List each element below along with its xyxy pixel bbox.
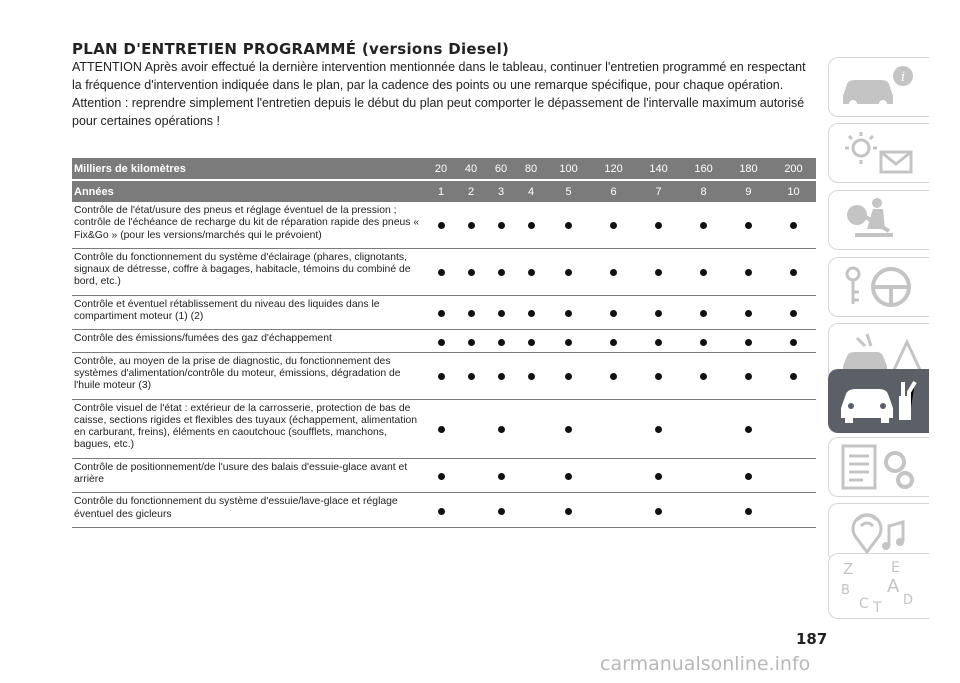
interval-dot: [610, 373, 617, 380]
interval-dot: [655, 426, 662, 433]
interval-cell: [636, 248, 681, 295]
km-value: 80: [516, 158, 546, 180]
year-value: 3: [486, 180, 516, 202]
interval-cell: [591, 202, 636, 248]
interval-cell: [591, 399, 636, 458]
interval-dot: [468, 339, 475, 346]
interval-cell: [456, 352, 486, 399]
interval-cell: [426, 295, 456, 330]
interval-dot: [438, 310, 445, 317]
index-letter: D: [903, 593, 914, 608]
interval-cell: [426, 330, 456, 352]
interval-dot: [745, 269, 752, 276]
interval-dot: [468, 373, 475, 380]
interval-dot: [790, 222, 797, 229]
interval-cell: [636, 330, 681, 352]
steering-wheel-key-icon: [837, 262, 922, 312]
year-value: 7: [636, 180, 681, 202]
index-letter: B: [841, 583, 850, 598]
operation-description: Contrôle de l'état/usure des pneus et réglage éventuel de la pression ; contrôle de l'échéance de recharge du kit de réparation rapide des pneus « Fix&Go » (pour les versions/marchés qui le prévoient): [74, 205, 420, 241]
interval-cell: [516, 352, 546, 399]
interval-dot: [790, 339, 797, 346]
interval-dot: [468, 269, 475, 276]
km-value: 160: [681, 158, 726, 180]
interval-dot: [438, 222, 445, 229]
interval-cell: [516, 493, 546, 528]
interval-dot: [528, 310, 535, 317]
km-value: 200: [771, 158, 816, 180]
warning-lights-icon: [837, 128, 922, 178]
year-value: 5: [546, 180, 591, 202]
page-number: 187: [796, 630, 828, 648]
interval-cell: [726, 248, 771, 295]
interval-cell: [726, 352, 771, 399]
interval-cell: [636, 352, 681, 399]
interval-cell: [486, 458, 516, 493]
interval-cell: [726, 458, 771, 493]
km-value: 20: [426, 158, 456, 180]
interval-cell: [426, 248, 456, 295]
interval-cell: [771, 202, 816, 248]
operation-description: Contrôle de positionnement/de l'usure des balais d'essuie-glace avant et arrière: [74, 461, 408, 486]
tab-airbag-safety[interactable]: [828, 190, 929, 250]
table-row: [72, 248, 816, 295]
interval-cell: [546, 352, 591, 399]
interval-dot: [468, 310, 475, 317]
interval-dot: [745, 222, 752, 229]
page-title: PLAN D'ENTRETIEN PROGRAMMÉ (versions Diesel): [72, 40, 510, 58]
interval-dot: [655, 310, 662, 317]
interval-cell: [771, 352, 816, 399]
table-row: [72, 202, 816, 248]
interval-cell: [486, 352, 516, 399]
tab-warning-lights[interactable]: [828, 123, 929, 183]
years-header-label: Années: [72, 180, 426, 202]
interval-cell: [516, 458, 546, 493]
technical-data-icon: [837, 442, 922, 492]
interval-dot: [610, 222, 617, 229]
interval-cell: [426, 493, 456, 528]
interval-cell: [726, 330, 771, 352]
interval-dot: [438, 269, 445, 276]
year-value: 9: [726, 180, 771, 202]
interval-cell: [546, 493, 591, 528]
interval-cell: [426, 399, 456, 458]
interval-dot: [438, 426, 445, 433]
watermark-text: carmanualsonline.info: [600, 653, 811, 675]
multimedia-icon: [837, 508, 922, 558]
interval-cell: [546, 458, 591, 493]
interval-dot: [565, 508, 572, 515]
interval-dot: [655, 222, 662, 229]
interval-cell: [456, 330, 486, 352]
interval-cell: [591, 458, 636, 493]
years-header-row: [72, 180, 816, 202]
interval-cell: [486, 295, 516, 330]
interval-cell: [771, 330, 816, 352]
interval-dot: [610, 339, 617, 346]
interval-dot: [700, 269, 707, 276]
interval-dot: [790, 373, 797, 380]
interval-cell: [591, 330, 636, 352]
interval-cell: [516, 399, 546, 458]
interval-dot: [565, 310, 572, 317]
interval-dot: [745, 373, 752, 380]
interval-cell: [771, 295, 816, 330]
interval-cell: [486, 493, 516, 528]
interval-cell: [546, 202, 591, 248]
km-value: 40: [456, 158, 486, 180]
interval-cell: [516, 330, 546, 352]
interval-cell: [636, 399, 681, 458]
interval-dot: [438, 508, 445, 515]
maintenance-table: [72, 158, 816, 528]
km-value: 120: [591, 158, 636, 180]
interval-dot: [745, 473, 752, 480]
interval-dot: [700, 373, 707, 380]
interval-dot: [498, 269, 505, 276]
interval-dot: [528, 373, 535, 380]
interval-dot: [528, 269, 535, 276]
interval-dot: [745, 426, 752, 433]
interval-dot: [498, 473, 505, 480]
table-row: [72, 493, 816, 528]
tab-index[interactable]: [828, 553, 929, 619]
interval-cell: [591, 493, 636, 528]
interval-cell: [516, 248, 546, 295]
operation-description: Contrôle des émissions/fumées des gaz d'échappement: [74, 333, 332, 345]
index-icon: [837, 558, 922, 614]
interval-cell: [426, 202, 456, 248]
interval-dot: [498, 222, 505, 229]
interval-cell: [681, 493, 726, 528]
interval-cell: [681, 248, 726, 295]
interval-dot: [565, 373, 572, 380]
interval-cell: [486, 399, 516, 458]
interval-dot: [528, 339, 535, 346]
airbag-safety-icon: [837, 195, 922, 245]
interval-dot: [655, 508, 662, 515]
interval-cell: [771, 248, 816, 295]
interval-cell: [681, 352, 726, 399]
index-letter: E: [891, 560, 900, 576]
interval-dot: [528, 222, 535, 229]
interval-cell: [771, 493, 816, 528]
km-header-label: Milliers de kilomètres: [72, 158, 426, 180]
car-maintenance-icon: [837, 374, 922, 428]
interval-cell: [546, 399, 591, 458]
interval-dot: [610, 310, 617, 317]
interval-dot: [438, 339, 445, 346]
year-value: 8: [681, 180, 726, 202]
car-info-icon: [837, 62, 922, 112]
interval-cell: [591, 248, 636, 295]
interval-dot: [745, 508, 752, 515]
interval-dot: [790, 310, 797, 317]
interval-cell: [456, 493, 486, 528]
interval-cell: [726, 295, 771, 330]
interval-dot: [438, 473, 445, 480]
km-header-row: [72, 158, 816, 180]
index-letter: T: [873, 600, 882, 614]
interval-dot: [565, 426, 572, 433]
interval-cell: [726, 202, 771, 248]
interval-cell: [486, 330, 516, 352]
year-value: 1: [426, 180, 456, 202]
interval-dot: [655, 269, 662, 276]
intro-paragraph: ATTENTION Après avoir effectué la dernière intervention mentionnée dans le tableau, continuer l'entretien programmé en respectant la fréquence d'intervention indiquée dans le plan, par la cadence des points ou une remarque spécifique, pour chaque opération. Attention : reprendre simplement l'entretien depuis le début du plan peut comporter le dépassement de l'intervalle maximum autorisé pour certaines opérations !: [72, 60, 806, 128]
interval-dot: [700, 310, 707, 317]
operation-description: Contrôle, au moyen de la prise de diagnostic, du fonctionnement des systèmes d'alimentation/contrôle du moteur, émissions, dégradation de l'huile moteur (3): [74, 355, 401, 392]
table-row: [72, 330, 816, 352]
interval-dot: [745, 310, 752, 317]
interval-dot: [655, 373, 662, 380]
table-row: [72, 295, 816, 330]
interval-cell: [636, 202, 681, 248]
interval-cell: [636, 295, 681, 330]
interval-cell: [456, 248, 486, 295]
interval-cell: [546, 330, 591, 352]
interval-dot: [565, 473, 572, 480]
table-row: [72, 458, 816, 493]
interval-dot: [498, 339, 505, 346]
interval-dot: [790, 269, 797, 276]
interval-dot: [468, 222, 475, 229]
interval-dot: [655, 473, 662, 480]
interval-cell: [546, 295, 591, 330]
index-letter: C: [859, 596, 869, 612]
index-letter: Z: [843, 560, 854, 578]
interval-dot: [498, 373, 505, 380]
km-value: 140: [636, 158, 681, 180]
interval-dot: [700, 222, 707, 229]
interval-dot: [700, 339, 707, 346]
interval-cell: [726, 399, 771, 458]
interval-dot: [745, 339, 752, 346]
tab-maintenance[interactable]: [828, 369, 929, 433]
interval-dot: [498, 426, 505, 433]
interval-cell: [516, 202, 546, 248]
year-value: 2: [456, 180, 486, 202]
interval-cell: [426, 352, 456, 399]
interval-dot: [565, 222, 572, 229]
interval-cell: [681, 330, 726, 352]
interval-cell: [636, 458, 681, 493]
year-value: 6: [591, 180, 636, 202]
table-row: [72, 399, 816, 458]
year-value: 10: [771, 180, 816, 202]
interval-dot: [565, 269, 572, 276]
interval-dot: [565, 339, 572, 346]
interval-cell: [591, 352, 636, 399]
interval-cell: [546, 248, 591, 295]
interval-cell: [681, 458, 726, 493]
interval-cell: [771, 399, 816, 458]
operation-description: Contrôle visuel de l'état : extérieur de la carrosserie, protection de bas de caisse, sections rigides et flexibles des tuyaux (échappement, alimentation en carburant, freins), éléments en caoutchouc (soufflets, manchons, bagues, etc.): [74, 402, 418, 451]
tab-car-info[interactable]: [828, 57, 929, 117]
interval-cell: [516, 295, 546, 330]
interval-cell: [456, 458, 486, 493]
km-value: 180: [726, 158, 771, 180]
operation-description: Contrôle du fonctionnement du système d'éclairage (phares, clignotants, signaux de détresse, coffre à bagages, habitacle, témoins du combiné de bord, etc.): [74, 251, 411, 288]
interval-cell: [456, 399, 486, 458]
interval-dot: [655, 339, 662, 346]
interval-cell: [681, 202, 726, 248]
interval-cell: [456, 202, 486, 248]
interval-cell: [591, 295, 636, 330]
interval-dot: [610, 269, 617, 276]
interval-cell: [681, 295, 726, 330]
year-value: 4: [516, 180, 546, 202]
interval-dot: [498, 508, 505, 515]
interval-cell: [636, 493, 681, 528]
svg-text:i: i: [901, 70, 906, 85]
interval-cell: [486, 248, 516, 295]
interval-cell: [456, 295, 486, 330]
table-row: [72, 352, 816, 399]
interval-cell: [486, 202, 516, 248]
km-value: 100: [546, 158, 591, 180]
interval-cell: [726, 493, 771, 528]
interval-dot: [438, 373, 445, 380]
km-value: 60: [486, 158, 516, 180]
index-letter: A: [887, 576, 900, 597]
interval-cell: [681, 399, 726, 458]
interval-dot: [498, 310, 505, 317]
operation-description: Contrôle et éventuel rétablissement du niveau des liquides dans le compartiment moteur (1) (2): [74, 298, 380, 323]
interval-cell: [771, 458, 816, 493]
tab-technical-data[interactable]: [828, 437, 929, 497]
interval-cell: [426, 458, 456, 493]
operation-description: Contrôle du fonctionnement du système d'essuie/lave-glace et réglage éventuel des gicleurs: [74, 496, 398, 520]
tab-starting-driving[interactable]: [828, 257, 929, 317]
